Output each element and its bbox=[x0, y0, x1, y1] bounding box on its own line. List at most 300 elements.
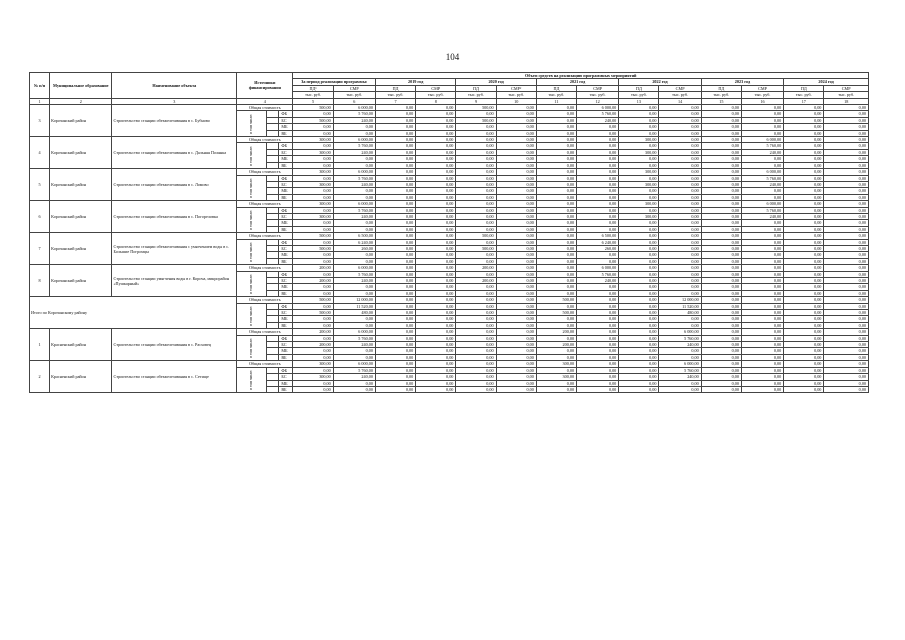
value-cell: 0,00 bbox=[784, 233, 824, 239]
col-number: 4 bbox=[237, 98, 293, 104]
value-cell: 0,00 bbox=[293, 258, 333, 264]
value-cell: 0,00 bbox=[701, 188, 741, 194]
header-sub: СМР bbox=[741, 85, 783, 91]
value-cell: 240,00 bbox=[659, 342, 701, 348]
value-cell: 0,00 bbox=[416, 271, 456, 277]
value-cell: 5 760,00 bbox=[333, 111, 375, 117]
value-cell: 0,00 bbox=[619, 316, 659, 322]
value-cell: 0,00 bbox=[536, 278, 576, 284]
value-cell: 0,00 bbox=[333, 188, 375, 194]
value-cell: 0,00 bbox=[619, 124, 659, 130]
header-volume: Объем средств на реализацию программных мероприятий bbox=[293, 73, 869, 79]
value-cell: 0,00 bbox=[496, 188, 536, 194]
page-number: 104 bbox=[445, 52, 460, 62]
value-cell: 0,00 bbox=[701, 117, 741, 123]
value-cell: 200,00 bbox=[456, 265, 496, 271]
value-cell: 0,00 bbox=[456, 284, 496, 290]
value-cell: 200,00 bbox=[293, 342, 333, 348]
vertical-label: в том числе: bbox=[249, 177, 254, 198]
value-cell: 0,00 bbox=[293, 226, 333, 232]
value-cell: 0,00 bbox=[659, 207, 701, 213]
value-cell: 0,00 bbox=[456, 124, 496, 130]
source-label: ВБ bbox=[279, 162, 293, 168]
source-label: МБ bbox=[279, 188, 293, 194]
value-cell: 0,00 bbox=[536, 284, 576, 290]
source-label: БС bbox=[279, 342, 293, 348]
value-cell: 0,00 bbox=[659, 252, 701, 258]
value-cell: 300,00 bbox=[536, 374, 576, 380]
value-cell: 0,00 bbox=[784, 290, 824, 296]
value-cell: 0,00 bbox=[375, 226, 415, 232]
value-cell: 0,00 bbox=[496, 284, 536, 290]
value-cell: 0,00 bbox=[619, 175, 659, 181]
source-label: БС bbox=[279, 213, 293, 219]
value-cell: 0,00 bbox=[824, 348, 869, 354]
value-cell: 0,00 bbox=[701, 137, 741, 143]
object-name: Строительство станции обезжелезивания в с. Расховец bbox=[112, 329, 237, 361]
value-cell: 6 240,00 bbox=[577, 239, 619, 245]
source-label: МБ bbox=[279, 124, 293, 130]
value-cell: 0,00 bbox=[293, 124, 333, 130]
value-cell: 0,00 bbox=[784, 111, 824, 117]
value-cell: 0,00 bbox=[456, 207, 496, 213]
value-cell: 0,00 bbox=[824, 322, 869, 328]
value-cell: 0,00 bbox=[496, 143, 536, 149]
value-cell: 0,00 bbox=[784, 117, 824, 123]
value-cell: 0,00 bbox=[375, 149, 415, 155]
total-label: Итого по Корочанскому району bbox=[30, 297, 237, 329]
header-year: 2022 год bbox=[619, 79, 701, 85]
value-cell: 500,00 bbox=[456, 233, 496, 239]
value-cell: 0,00 bbox=[496, 354, 536, 360]
value-cell: 0,00 bbox=[536, 265, 576, 271]
object-name: Строительство станции обезжелезивания с умягчением воды в с. Большие Погромцы bbox=[112, 233, 237, 265]
value-cell: 0,00 bbox=[536, 316, 576, 322]
value-cell: 0,00 bbox=[496, 175, 536, 181]
value-cell: 0,00 bbox=[577, 169, 619, 175]
row-number: 3 bbox=[30, 105, 50, 137]
value-cell: 0,00 bbox=[293, 284, 333, 290]
value-cell: 0,00 bbox=[536, 117, 576, 123]
value-cell: 0,00 bbox=[619, 252, 659, 258]
header-sub: СМР bbox=[416, 85, 456, 91]
value-cell: 0,00 bbox=[824, 194, 869, 200]
value-cell: 0,00 bbox=[293, 194, 333, 200]
value-cell: 0,00 bbox=[536, 124, 576, 130]
value-cell: 0,00 bbox=[577, 367, 619, 373]
value-cell: 0,00 bbox=[577, 156, 619, 162]
value-cell: 0,00 bbox=[784, 335, 824, 341]
value-cell: 0,00 bbox=[416, 130, 456, 136]
value-cell: 0,00 bbox=[416, 284, 456, 290]
value-cell: 0,00 bbox=[784, 201, 824, 207]
value-cell: 0,00 bbox=[701, 316, 741, 322]
value-cell: 0,00 bbox=[741, 316, 783, 322]
value-cell: 0,00 bbox=[416, 111, 456, 117]
including-label bbox=[237, 175, 267, 201]
value-cell: 0,00 bbox=[536, 258, 576, 264]
value-cell: 0,00 bbox=[741, 233, 783, 239]
value-cell: 300,00 bbox=[293, 169, 333, 175]
value-cell: 0,00 bbox=[701, 201, 741, 207]
value-cell: 0,00 bbox=[456, 156, 496, 162]
value-cell: 0,00 bbox=[536, 354, 576, 360]
vertical-label: в том числе: bbox=[249, 274, 254, 294]
value-cell: 0,00 bbox=[456, 367, 496, 373]
value-cell: 0,00 bbox=[375, 105, 415, 111]
value-cell: 0,00 bbox=[701, 271, 741, 277]
value-cell: 0,00 bbox=[293, 130, 333, 136]
value-cell: 0,00 bbox=[577, 290, 619, 296]
municipality-name: Корочанский район bbox=[50, 169, 112, 201]
value-cell: 0,00 bbox=[375, 188, 415, 194]
value-cell: 0,00 bbox=[293, 156, 333, 162]
value-cell: 300,00 bbox=[293, 149, 333, 155]
total-cost-label: Общая стоимость bbox=[237, 265, 293, 271]
value-cell: 0,00 bbox=[824, 220, 869, 226]
value-cell: 11 520,00 bbox=[659, 303, 701, 309]
value-cell: 500,00 bbox=[456, 245, 496, 251]
col-number: 8 bbox=[416, 98, 456, 104]
value-cell: 0,00 bbox=[456, 354, 496, 360]
value-cell: 0,00 bbox=[741, 322, 783, 328]
col-number: 7 bbox=[375, 98, 415, 104]
value-cell: 0,00 bbox=[741, 342, 783, 348]
value-cell: 0,00 bbox=[659, 111, 701, 117]
source-label: МБ bbox=[279, 156, 293, 162]
header-unit: тыс. руб. bbox=[456, 92, 496, 98]
value-cell: 0,00 bbox=[619, 297, 659, 303]
value-cell: 0,00 bbox=[701, 194, 741, 200]
value-cell: 0,00 bbox=[333, 124, 375, 130]
header-unit: тыс. руб. bbox=[416, 92, 456, 98]
value-cell: 0,00 bbox=[536, 303, 576, 309]
value-cell: 500,00 bbox=[536, 297, 576, 303]
value-cell: 0,00 bbox=[333, 322, 375, 328]
value-cell: 0,00 bbox=[784, 181, 824, 187]
value-cell: 0,00 bbox=[824, 233, 869, 239]
value-cell: 0,00 bbox=[577, 201, 619, 207]
value-cell: 500,00 bbox=[293, 105, 333, 111]
value-cell: 6 000,00 bbox=[333, 201, 375, 207]
value-cell: 0,00 bbox=[659, 175, 701, 181]
value-cell: 0,00 bbox=[824, 278, 869, 284]
value-cell: 0,00 bbox=[701, 245, 741, 251]
value-cell: 0,00 bbox=[619, 290, 659, 296]
value-cell: 0,00 bbox=[824, 258, 869, 264]
value-cell: 0,00 bbox=[577, 380, 619, 386]
value-cell: 0,00 bbox=[416, 374, 456, 380]
value-cell: 0,00 bbox=[659, 137, 701, 143]
value-cell: 0,00 bbox=[741, 162, 783, 168]
source-label: БС bbox=[279, 310, 293, 316]
value-cell: 0,00 bbox=[333, 130, 375, 136]
value-cell: 0,00 bbox=[659, 239, 701, 245]
municipality-name: Красненский район bbox=[50, 361, 112, 393]
value-cell: 500,00 bbox=[293, 233, 333, 239]
value-cell: 0,00 bbox=[701, 239, 741, 245]
value-cell: 0,00 bbox=[577, 149, 619, 155]
value-cell: 6 000,00 bbox=[333, 105, 375, 111]
value-cell: 0,00 bbox=[375, 386, 415, 392]
value-cell: 0,00 bbox=[784, 175, 824, 181]
value-cell: 0,00 bbox=[741, 284, 783, 290]
value-cell: 0,00 bbox=[456, 213, 496, 219]
value-cell: 0,00 bbox=[741, 156, 783, 162]
value-cell: 0,00 bbox=[496, 374, 536, 380]
value-cell: 500,00 bbox=[293, 310, 333, 316]
value-cell: 0,00 bbox=[293, 354, 333, 360]
value-cell: 0,00 bbox=[496, 380, 536, 386]
value-cell: 0,00 bbox=[659, 117, 701, 123]
value-cell: 0,00 bbox=[701, 342, 741, 348]
value-cell: 0,00 bbox=[659, 354, 701, 360]
value-cell: 0,00 bbox=[416, 156, 456, 162]
value-cell: 0,00 bbox=[416, 290, 456, 296]
value-cell: 6 000,00 bbox=[577, 265, 619, 271]
value-cell: 0,00 bbox=[416, 143, 456, 149]
value-cell: 0,00 bbox=[577, 188, 619, 194]
value-cell: 0,00 bbox=[456, 239, 496, 245]
value-cell: 240,00 bbox=[741, 213, 783, 219]
value-cell: 0,00 bbox=[496, 335, 536, 341]
value-cell: 0,00 bbox=[293, 220, 333, 226]
value-cell: 300,00 bbox=[293, 374, 333, 380]
value-cell: 0,00 bbox=[293, 239, 333, 245]
value-cell: 0,00 bbox=[333, 226, 375, 232]
value-cell: 0,00 bbox=[784, 226, 824, 232]
value-cell: 6 240,00 bbox=[333, 239, 375, 245]
header-sub: ПД¹ bbox=[293, 85, 333, 91]
value-cell: 0,00 bbox=[496, 297, 536, 303]
value-cell: 0,00 bbox=[577, 342, 619, 348]
value-cell: 0,00 bbox=[496, 201, 536, 207]
value-cell: 0,00 bbox=[619, 130, 659, 136]
value-cell: 0,00 bbox=[659, 181, 701, 187]
vertical-label: в том числе: bbox=[249, 209, 254, 230]
value-cell: 0,00 bbox=[741, 188, 783, 194]
value-cell: 0,00 bbox=[741, 220, 783, 226]
value-cell: 0,00 bbox=[577, 297, 619, 303]
value-cell: 0,00 bbox=[701, 278, 741, 284]
value-cell: 0,00 bbox=[784, 265, 824, 271]
value-cell: 0,00 bbox=[416, 175, 456, 181]
value-cell: 300,00 bbox=[293, 181, 333, 187]
value-cell: 0,00 bbox=[456, 188, 496, 194]
value-cell: 240,00 bbox=[333, 213, 375, 219]
value-cell: 6 000,00 bbox=[333, 361, 375, 367]
value-cell: 0,00 bbox=[741, 245, 783, 251]
value-cell: 0,00 bbox=[496, 130, 536, 136]
value-cell: 0,00 bbox=[416, 220, 456, 226]
value-cell: 0,00 bbox=[416, 265, 456, 271]
value-cell: 0,00 bbox=[824, 239, 869, 245]
value-cell: 0,00 bbox=[416, 149, 456, 155]
value-cell: 0,00 bbox=[416, 207, 456, 213]
value-cell: 0,00 bbox=[496, 322, 536, 328]
value-cell: 0,00 bbox=[824, 181, 869, 187]
value-cell: 0,00 bbox=[375, 233, 415, 239]
value-cell: 0,00 bbox=[456, 220, 496, 226]
row-number: 2 bbox=[30, 361, 50, 393]
header-sub: ПД bbox=[456, 85, 496, 91]
including-label bbox=[237, 367, 267, 393]
municipality-name: Корочанский район bbox=[50, 233, 112, 265]
value-cell: 0,00 bbox=[824, 310, 869, 316]
value-cell: 0,00 bbox=[619, 194, 659, 200]
value-cell: 0,00 bbox=[659, 156, 701, 162]
value-cell: 0,00 bbox=[416, 297, 456, 303]
value-cell: 0,00 bbox=[701, 258, 741, 264]
value-cell: 0,00 bbox=[659, 201, 701, 207]
object-name: Строительство станции обезжелезивания в с. Погореловка bbox=[112, 201, 237, 233]
col-number: 12 bbox=[577, 98, 619, 104]
value-cell: 0,00 bbox=[659, 380, 701, 386]
value-cell: 0,00 bbox=[577, 361, 619, 367]
value-cell: 0,00 bbox=[701, 348, 741, 354]
value-cell: 0,00 bbox=[333, 316, 375, 322]
value-cell: 0,00 bbox=[701, 252, 741, 258]
source-label: ВБ bbox=[279, 194, 293, 200]
header-sub: СМР bbox=[659, 85, 701, 91]
value-cell: 0,00 bbox=[416, 239, 456, 245]
value-cell: 0,00 bbox=[375, 117, 415, 123]
value-cell: 0,00 bbox=[741, 226, 783, 232]
value-cell: 0,00 bbox=[701, 335, 741, 341]
value-cell: 0,00 bbox=[577, 329, 619, 335]
including-label bbox=[237, 111, 267, 137]
source-label: МБ bbox=[279, 284, 293, 290]
source-label: ВБ bbox=[279, 386, 293, 392]
value-cell: 0,00 bbox=[824, 188, 869, 194]
value-cell: 240,00 bbox=[333, 181, 375, 187]
value-cell: 0,00 bbox=[784, 207, 824, 213]
value-cell: 5 760,00 bbox=[577, 271, 619, 277]
value-cell: 0,00 bbox=[824, 124, 869, 130]
value-cell: 0,00 bbox=[456, 329, 496, 335]
header-sub: ПД bbox=[784, 85, 824, 91]
value-cell: 0,00 bbox=[416, 233, 456, 239]
total-cost-label: Общая стоимость bbox=[237, 169, 293, 175]
value-cell: 0,00 bbox=[619, 354, 659, 360]
value-cell: 0,00 bbox=[375, 290, 415, 296]
value-cell: 0,00 bbox=[456, 194, 496, 200]
value-cell: 0,00 bbox=[496, 207, 536, 213]
value-cell: 0,00 bbox=[701, 322, 741, 328]
value-cell: 0,00 bbox=[784, 322, 824, 328]
value-cell: 0,00 bbox=[496, 149, 536, 155]
value-cell: 0,00 bbox=[496, 226, 536, 232]
value-cell: 0,00 bbox=[619, 239, 659, 245]
header-year: 2023 год bbox=[701, 79, 783, 85]
value-cell: 5 760,00 bbox=[741, 143, 783, 149]
header-total-period: За период реализации программы: bbox=[293, 79, 375, 85]
value-cell: 0,00 bbox=[619, 207, 659, 213]
value-cell: 0,00 bbox=[536, 111, 576, 117]
value-cell: 0,00 bbox=[701, 297, 741, 303]
value-cell: 0,00 bbox=[784, 297, 824, 303]
value-cell: 0,00 bbox=[536, 348, 576, 354]
value-cell: 0,00 bbox=[536, 143, 576, 149]
value-cell: 0,00 bbox=[416, 245, 456, 251]
source-label: МБ bbox=[279, 252, 293, 258]
value-cell: 0,00 bbox=[577, 258, 619, 264]
value-cell: 0,00 bbox=[293, 386, 333, 392]
value-cell: 0,00 bbox=[375, 316, 415, 322]
value-cell: 0,00 bbox=[701, 207, 741, 213]
value-cell: 0,00 bbox=[375, 348, 415, 354]
col-number: 9 bbox=[456, 98, 496, 104]
value-cell: 0,00 bbox=[784, 348, 824, 354]
value-cell: 0,00 bbox=[375, 258, 415, 264]
value-cell: 0,00 bbox=[824, 117, 869, 123]
header-sub: СМР² bbox=[496, 85, 536, 91]
value-cell: 0,00 bbox=[701, 265, 741, 271]
value-cell: 0,00 bbox=[741, 290, 783, 296]
value-cell: 0,00 bbox=[496, 162, 536, 168]
value-cell: 0,00 bbox=[416, 181, 456, 187]
value-cell: 0,00 bbox=[784, 156, 824, 162]
value-cell: 0,00 bbox=[784, 169, 824, 175]
header-sub: ПД bbox=[375, 85, 415, 91]
value-cell: 0,00 bbox=[577, 143, 619, 149]
value-cell: 0,00 bbox=[824, 354, 869, 360]
value-cell: 0,00 bbox=[824, 137, 869, 143]
value-cell: 0,00 bbox=[375, 278, 415, 284]
value-cell: 240,00 bbox=[659, 374, 701, 380]
value-cell: 300,00 bbox=[293, 137, 333, 143]
value-cell: 0,00 bbox=[577, 335, 619, 341]
value-cell: 0,00 bbox=[577, 252, 619, 258]
value-cell: 240,00 bbox=[333, 374, 375, 380]
value-cell: 500,00 bbox=[456, 105, 496, 111]
total-cost-label: Общая стоимость bbox=[237, 297, 293, 303]
value-cell: 0,00 bbox=[536, 271, 576, 277]
value-cell: 0,00 bbox=[456, 361, 496, 367]
value-cell: 0,00 bbox=[416, 201, 456, 207]
value-cell: 0,00 bbox=[784, 188, 824, 194]
value-cell: 0,00 bbox=[701, 284, 741, 290]
value-cell: 300,00 bbox=[619, 149, 659, 155]
value-cell: 0,00 bbox=[701, 143, 741, 149]
value-cell: 0,00 bbox=[416, 354, 456, 360]
value-cell: 5 760,00 bbox=[659, 335, 701, 341]
value-cell: 0,00 bbox=[496, 111, 536, 117]
header-unit: тыс. руб. bbox=[784, 92, 824, 98]
value-cell: 6 000,00 bbox=[659, 329, 701, 335]
value-cell: 260,00 bbox=[333, 245, 375, 251]
value-cell: 300,00 bbox=[619, 181, 659, 187]
value-cell: 0,00 bbox=[619, 111, 659, 117]
value-cell: 5 760,00 bbox=[333, 271, 375, 277]
value-cell: 0,00 bbox=[536, 226, 576, 232]
value-cell: 0,00 bbox=[701, 213, 741, 219]
value-cell: 0,00 bbox=[416, 252, 456, 258]
value-cell: 0,00 bbox=[293, 252, 333, 258]
value-cell: 0,00 bbox=[333, 290, 375, 296]
value-cell: 0,00 bbox=[701, 169, 741, 175]
col-number: 18 bbox=[824, 98, 869, 104]
value-cell: 0,00 bbox=[741, 252, 783, 258]
value-cell: 0,00 bbox=[496, 310, 536, 316]
value-cell: 0,00 bbox=[536, 201, 576, 207]
value-cell: 200,00 bbox=[456, 278, 496, 284]
value-cell: 0,00 bbox=[577, 207, 619, 213]
value-cell: 0,00 bbox=[784, 143, 824, 149]
value-cell: 0,00 bbox=[824, 271, 869, 277]
value-cell: 0,00 bbox=[456, 374, 496, 380]
col-number: 16 bbox=[741, 98, 783, 104]
